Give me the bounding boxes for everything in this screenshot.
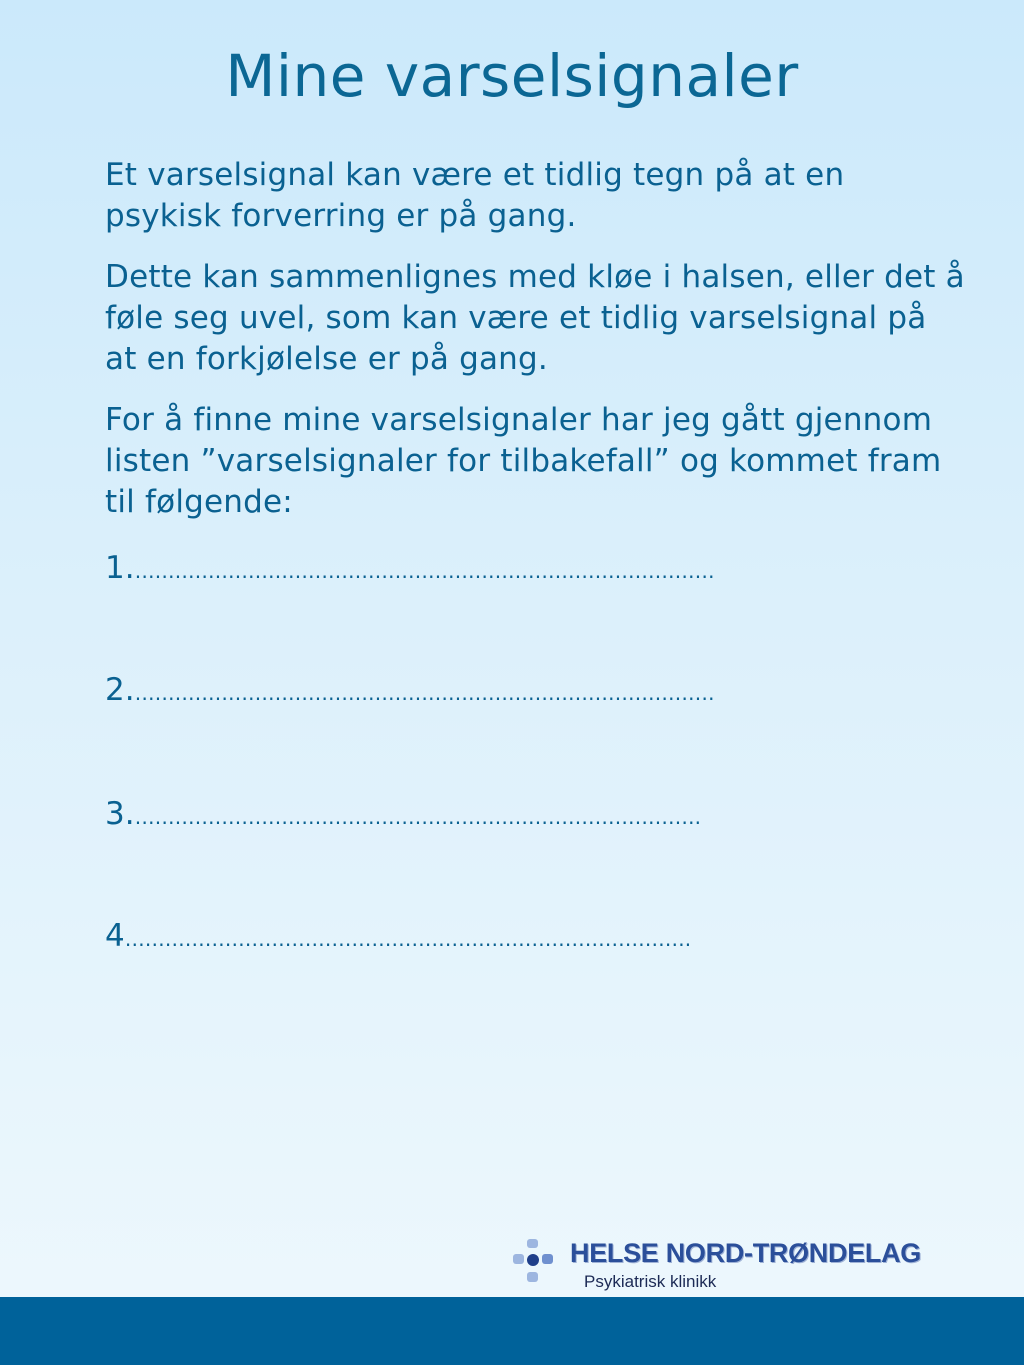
organization-subtitle: Psykiatrisk klinikk [584,1272,717,1291]
footer-bar [0,1297,1024,1365]
organization-name: HELSE NORD-TRØNDELAG [570,1238,921,1268]
cross-dots-icon [510,1238,556,1286]
fill-in-line-4[interactable] [105,916,691,960]
fill-in-line-1[interactable] [105,548,715,592]
fill-in-line-3[interactable] [105,794,701,838]
dotted-line: …………………………………………………………………………… [134,559,715,583]
paragraph-comparison: Dette kan sammenlignes med kløe i halsen, eller det å føle seg uvel, som kan være et tidlig varselsignal på at en forkjølelse er på gang. [105,259,965,377]
line-number: 4 [105,918,125,954]
organization-logo [510,1238,950,1294]
paragraph-definition: Et varselsignal kan være et tidlig tegn på at en psykisk forverring er på gang. [105,157,845,234]
page-title: Mine varselsignaler [225,42,799,110]
line-number: 3. [105,796,135,832]
dotted-line: …………………………………………………………………………. [134,805,701,829]
paragraph-instructions: For å finne mine varselsignaler har jeg gått gjennom listen ”varselsignaler for tilbakefall” og kommet fram til følgende: [105,402,942,520]
fill-in-line-2[interactable] [105,670,715,714]
line-number: 2. [105,672,135,708]
dotted-line: …………………………………………………………………………. [124,927,692,951]
line-number: 1. [105,550,135,586]
intro-text [105,155,965,543]
dotted-line: …………………………………………………………………………… [134,681,715,705]
